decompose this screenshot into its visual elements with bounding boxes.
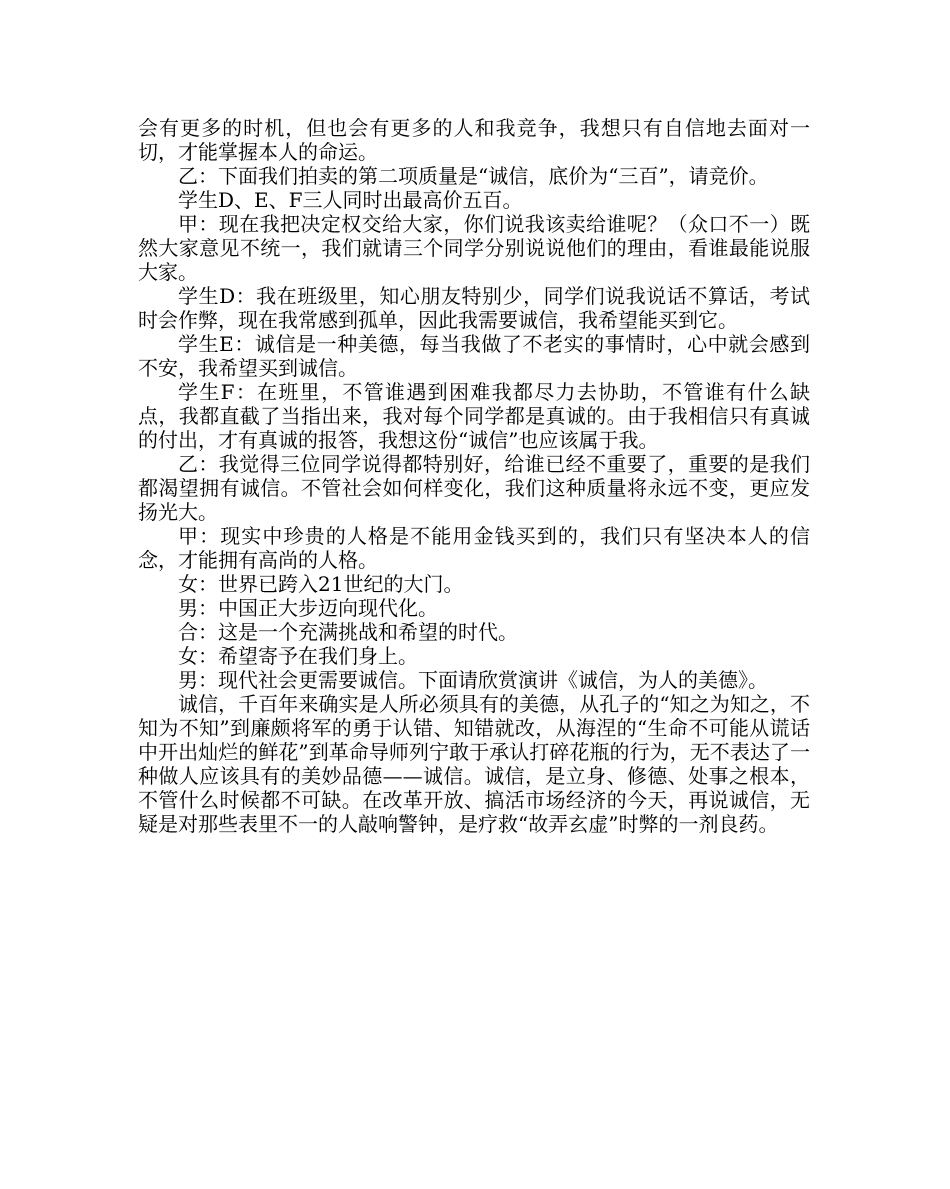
paragraph-student-d: 学生D：我在班级里，知心朋友特别少，同学们说我说话不算话，考试时会作弊，现在我常感到孤单，因此我需要诚信，我希望能买到它。 bbox=[138, 284, 810, 332]
paragraph-female-1: 女：世界已跨入21世纪的大门。 bbox=[178, 572, 464, 596]
paragraph-decision: 甲：现在我把决定权交给大家，你们说我该卖给谁呢？（众口不一）既然大家意见不统一，我们就请三个同学分别说说他们的理由，看谁最能说服大家。 bbox=[138, 212, 810, 284]
paragraph-male-2: 男：现代社会更需要诚信。下面请欣赏演讲《诚信，为人的美德》。 bbox=[178, 668, 768, 692]
paragraph-bid-students: 学生D、E、F三人同时出最高价五百。 bbox=[178, 188, 523, 212]
paragraph-student-f: 学生F：在班里，不管谁遇到困难我都尽力去协助，不管谁有什么缺点，我都直截了当指出来，我对每个同学都是真诚的。由于我相信只有真诚的付出，才有真诚的报答，我想这份“诚信”也应该属于我。 bbox=[138, 380, 810, 452]
document-page bbox=[138, 116, 810, 836]
paragraph-female-2: 女：希望寄予在我们身上。 bbox=[178, 644, 418, 668]
paragraph-together: 合：这是一个充满挑战和希望的时代。 bbox=[178, 620, 518, 644]
paragraph-continuation: 会有更多的时机，但也会有更多的人和我竞争，我想只有自信地去面对一切，才能掌握本人的命运。 bbox=[138, 116, 810, 164]
paragraph-yi-summary: 乙：我觉得三位同学说得都特别好，给谁已经不重要了，重要的是我们都渴望拥有诚信。不管社会如何样变化，我们这种质量将永远不变，更应发扬光大。 bbox=[138, 452, 810, 524]
paragraph-jia-summary: 甲：现实中珍贵的人格是不能用金钱买到的，我们只有坚决本人的信念，才能拥有高尚的人格。 bbox=[138, 524, 810, 572]
paragraph-male-1: 男：中国正大步迈向现代化。 bbox=[178, 596, 438, 620]
paragraph-student-e: 学生E：诚信是一种美德，每当我做了不老实的事情时，心中就会感到不安，我希望买到诚信。 bbox=[138, 332, 810, 380]
paragraph-auction-second-item: 乙：下面我们拍卖的第二项质量是“诚信，底价为“三百”，请竞价。 bbox=[178, 164, 769, 188]
paragraph-speech: 诚信，千百年来确实是人所必须具有的美德，从孔子的“知之为知之，不知为不知”到廉颇将军的勇于认错、知错就改，从海涅的“生命不可能从谎话中开出灿烂的鲜花”到革命导师列宁敢于承认打碎花瓶的行为，无不表达了一种做人应该具有的美妙品德——诚信。诚信，是立身、修德、处事之根本，不管什么时候都不可缺。在改革开放、搞活市场经济的今天，再说诚信，无疑是对那些表里不一的人敲响警钟，是疗救“故弄玄虚”时弊的一剂良药。 bbox=[138, 692, 810, 836]
